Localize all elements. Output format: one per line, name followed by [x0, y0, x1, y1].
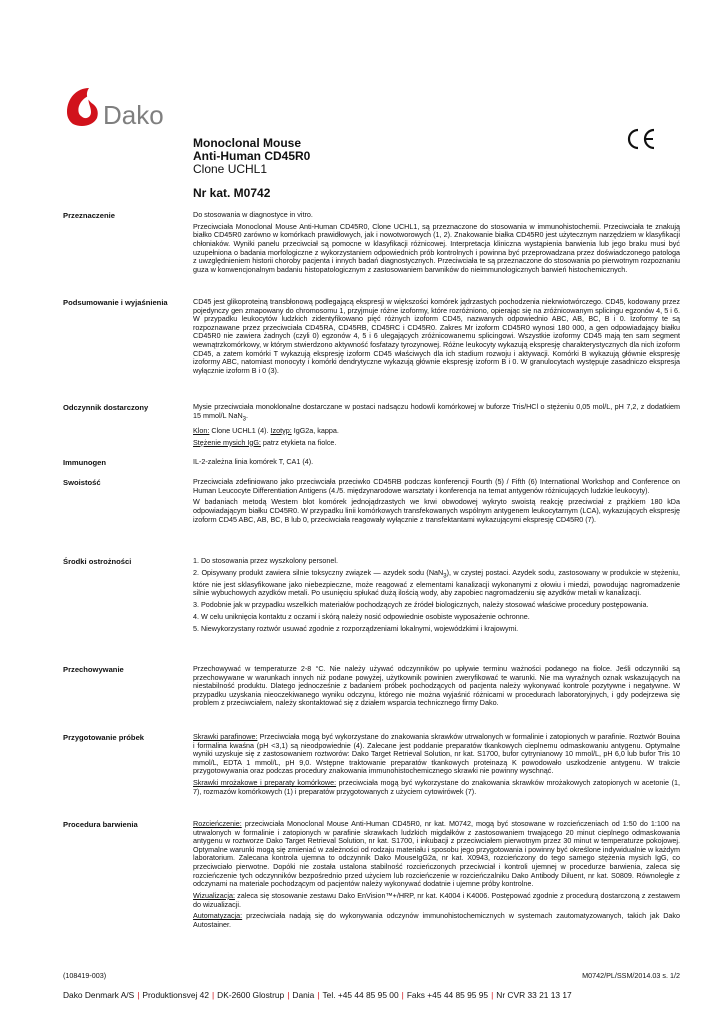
section-body	[193, 458, 680, 470]
company-city: DK-2600 Glostrup	[217, 990, 285, 1000]
section-label: Środki ostrożności	[63, 557, 132, 566]
paragraph: 3. Podobnie jak w przypadku wszelkich materiałów pochodzących ze źródeł biologicznych, należy stosować właściwe procedury postępowania.	[193, 600, 649, 610]
section-label: Podsumowanie i wyjaśnienia	[63, 298, 168, 307]
section-label: Swoistość	[63, 478, 101, 487]
paragraph: 2. Opisywany produkt zawiera silnie toksyczny związek — azydek sodu (NaN$_3$), w czystej postaci. Azydek sodu, zastosowany w produkcie w stężeniu, które nie jest sklasyfikowane jako niebezpieczne, może reagować z elementami kanalizacji wykonanymi z ołowiu i miedzi, powodując nagromadzenie silnie wybuchowych azydków metali. Po usunięciu spłukać dużą ilością wody, aby zapobiec nagromadzeniu się azydków metali w kanalizacji.	[193, 567, 681, 598]
stezenie-label: Stężenie mysich IgG:	[193, 437, 261, 447]
klon-label: Klon:	[193, 425, 210, 435]
company-cvr: Nr CVR 33 21 13 17	[496, 990, 572, 1000]
section-body	[193, 211, 680, 278]
section-label: Odczynnik dostarczony	[63, 403, 149, 412]
paragraph: Przechowywać w temperaturze 2-8 °C. Nie należy używać odczynników po upływie terminu ważności podanego na fiolce. Jeśli odczynniki są przechowywane w warunkach innych niż podane powyżej, użytkownik powinien zweryfikować te warunki. Nie ma wyraźnych oznak wskazujących na niestabilność produktu. Dlatego jednocześnie z badaniem próbek pochodzących od pacjenta należy wykonywać kontrole pozytywne i negatywne. W przypadku uzyskania nieoczekiwanego wyniku odczynu, którego nie można wyjaśnić różnicami w procedurach laboratoryjnych, i gdy podejrzewa się problem z przeciwciałem, należy skontaktować się z działem wsparcia technicznego firmy Dako.	[193, 664, 680, 708]
paragraph: Przeciwciała zdefiniowano jako przeciwciała przeciwko CD45RB podczas konferencji Fourth (5) / Fifth (6) International Workshop and Conference on Human Leucocyte Differentiation Antigens (4./5. międzynarodowe warsztaty i konferencja na temat antygenów różnicujących ludzkie leukocyty).	[193, 477, 680, 495]
visualization-label: Wizualizacja:	[193, 890, 235, 900]
paragraph: W badaniach metodą Western blot komórek jednojądrzastych we krwi obwodowej wykryto swoistą reakcję przeciwciał z prążkiem 180 kDa odpowiadającym białku CD45R0. W przypadku linii komórkowych transfekowanych wspólnym antygenem leukocytarnym (LCA), wykazujących ekspresję izoform CD45 ABC, AB, BC, B lub 0, przeciwciała reagowały wyłącznie z transfektantami wykazującymi ekspresję CD45R0 (7).	[193, 497, 680, 524]
title-line-2: Anti-Human CD45R0	[193, 149, 311, 163]
section-label: Procedura barwienia	[63, 820, 138, 829]
paragraph: Skrawki parafinowe: Przeciwciała mogą być wykorzystane do znakowania skrawków utrwalonych w formalinie i zatopionych w parafinie. Roztwór Bouina i formalina kwaśna (pH <3,1) są nieodpowiednie (4). Zalecane jest poddanie preparatów tkankowych cieplnemu odmaskowaniu antygenu. Optymalne wyniki uzyskuje się z zastosowaniem roztworów: Dako Target Retrieval Solution, nr kat. S1700, bufor cytrynianowy 10 mmol/L, pH 6,0 lub bufor Tris 10 mmol/L, EDTA 1 mmol/L, pH 9,0. Wstępne traktowanie preparatów tkankowych proteinazą K powodowało uszkodzenie antygenu. W trakcie przygotowywania oraz podczas procedury znakowania immunohistochemicznego skrawki nie powinny wyschnąć.	[193, 732, 680, 776]
dako-logo	[63, 84, 178, 130]
title-line-1: Monoclonal Mouse	[193, 136, 301, 150]
section-body	[193, 557, 680, 637]
page-reference: M0742/PL/SSM/2014.03 s. 1/2	[582, 971, 680, 980]
paragraph: Mysie przeciwciała monoklonalne dostarczane w postaci nadsączu hodowli komórkowej w buforze Tris/HCl o stężeniu 0,05 mol/L, pH 7,2, z dodatkiem 15 mmol/L NaN$_3$.	[193, 402, 680, 423]
frozen-label: Skrawki mrożakowe i preparaty komórkowe:	[193, 778, 337, 788]
section-body	[193, 733, 680, 800]
automation-label: Automatyzacja:	[193, 911, 243, 921]
section-label: Przygotowanie próbek	[63, 733, 145, 742]
company-country: Dania	[292, 990, 315, 1000]
section-label: Przechowywanie	[63, 665, 124, 674]
company-name: Dako Denmark A/S	[63, 990, 135, 1000]
catalog-number: Nr kat. M0742	[193, 186, 271, 200]
section-body	[193, 298, 680, 379]
section-body	[193, 403, 680, 450]
ce-mark-icon	[624, 128, 658, 150]
paragraph: 1. Do stosowania przez wyszkolony personel.	[193, 556, 339, 565]
paragraph: IL-2-zależna linia komórek T, CA1 (4).	[193, 457, 314, 466]
section-label: Immunogen	[63, 458, 107, 467]
product-title	[193, 137, 310, 176]
paragraph: Skrawki mrożakowe i preparaty komórkowe: przeciwciała mogą być wykorzystane do znakowania skrawków mrożakowych zatopionych w acetonie (1, 7), rozmazów komórkowych (1) i preparatów przygotowanych z użyciem cytowirówek (7).	[193, 778, 680, 796]
dako-logo-text: Dako	[103, 100, 164, 130]
paraffin-label: Skrawki parafinowe:	[193, 732, 258, 741]
title-clone: Clone UCHL1	[193, 162, 268, 176]
company-tel: Tel. +45 44 85 95 00	[322, 990, 399, 1000]
document-code: (108419-003)	[63, 971, 107, 980]
paragraph: Stężenie mysich IgG: patrz etykieta na fiolce.	[193, 437, 337, 447]
section-body	[193, 820, 680, 933]
paragraph: 4. W celu uniknięcia kontaktu z oczami i skórą należy nosić odpowiednie osobiste wyposażenie ochronne.	[193, 611, 530, 621]
section-body	[193, 478, 680, 527]
company-fax: Faks +45 44 85 95 95	[406, 990, 489, 1000]
izotyp-label: Izotyp:	[270, 425, 292, 435]
company-address: Produktionsvej 42	[142, 990, 209, 1000]
section-label: Przeznaczenie	[63, 211, 115, 220]
paragraph: Do stosowania w diagnostyce in vitro.	[193, 210, 313, 219]
paragraph: Rozcieńczenie: przeciwciała Monoclonal Mouse Anti-Human CD45R0, nr kat. M0742, mogą być stosowane w rozcieńczeniach od 1:50 do 1:100 na utrwalonych w formalinie i zatopionych w parafinie skrawkach ludzkich migdałków z zastosowaniem trwającego 20 minut cieplnego odmaskowania antygenu w roztworze Dako Target Retrieval Solution, nr kat. S1700, i inkubacji z przeciwciałem pierwotnym przez 30 minut w temperaturze pokojowej. Optymalne warunki mogą się zmieniać w zależności od rodzaju materiału i sposobu jego przygotowania i powinny być określone indywidualnie w każdym laboratorium. Zalecana kontrola ujemna to odczynnik Dako MouseIgG2a, nr kat. X0943, rozcieńczony do tego samego stężenia mysich IgG, co przeciwciało pierwotne. Dopóki nie została ustalona stabilność rozcieńczonych przeciwciał i kontroli ujemnej w procedurze barwienia, zaleca się rozcieńczenie tych odczynników bezpośrednio przed użyciem lub rozcieńczenie w rozcieńczalniku Dako Antibody Diluent, nr kat. S0809. Równoległe z odczynami na materiale pochodzącym od pacjentów należy wykonywać dodatnie i ujemne próby kontrolne.	[193, 819, 680, 889]
paragraph: Klon: Clone UCHL1 (4). Izotyp: IgG2a, kappa.	[193, 425, 339, 435]
dilution-label: Rozcieńczenie:	[193, 819, 242, 828]
paragraph: Wizualizacja: zaleca się stosowanie zestawu Dako EnVision™+/HRP, nr kat. K4004 i K4006. Postępować zgodnie z procedurą dostarczoną z zestawem do wizualizacji.	[193, 890, 680, 909]
paragraph: CD45 jest glikoproteiną transbłonową podlegającą ekspresji w większości komórek jądrzastych pochodzenia niekrwiotwórczego. CD45, kodowany przez pojedynczy gen zmapowany do chromosomu 1, przyjmuje różne izoformy, które rozróżniono, opierając się na zróżnicowanym splicingu egzonów 4, 5 i 6. W przypadku leukocytów ludzkich zidentyfikowano pięć różnych izoform CD45, nazwanych odpowiednio ABC, AB, BC, B i 0. Izoformy te są rozpoznawane przez przeciwciała CD45RA, CD45RB, CD45RC i CD45R0. Zakres Mr izoform CD45R0 wynosi 180 000, a gen odpowiadający białku CD45R0 nie zawiera żadnych (czyli 0) egzonów 4, 5 i 6 ulegających zróżnicowanemu splicingowi. Wszystkie izoformy CD45 mają ten sam segment wewnątrzkomórkowy, w którym stwierdzono aktywność fosfatazy tyrozynowej. Różne leukocyty wykazują ekspresję charakterystycznych dla nich izoform CD45, a zatem komórki T wykazują ekspresję izoform CD45 właściwych dla ich stadium rozwoju i aktywacji. Komórki B wykazują głównie ekspresję izoformy ABC, natomiast monocyty i komórki dendrytyczne wykazują głównie ekspresję izoform B i 0. W granulocytach występuje zasadniczo ekspresja wyłącznie izoform B i 0 (3).	[193, 297, 680, 375]
paragraph: Przeciwciała Monoclonal Mouse Anti-Human CD45R0, Clone UCHL1, są przeznaczone do stosowania w immunohistochemii. Przeciwciała te znakują białko CD45R0 zarówno w komórkach prawidłowych, jak i nowotworowych (1, 2). Znakowanie białka CD45R0 jest użytecznym narzędziem w klasyfikacji chłoniaków. Wyniki panelu przeciwciał są pomocne w klasyfikacji różnicowej. Interpretacja kliniczna wystąpienia barwienia lub jego braku musi być uzupełniona o badania morfologiczne z wykorzystaniem odpowiednich prób kontrolnych i powinna być przeprowadzana przez doświadczonego patologa z uwzględnieniem historii choroby pacjenta i innych badań diagnostycznych. Przeciwciała te są przeznaczone do stosowania po pierwotnym rozpoznaniu guza w konwencjonalnym badaniu histopatologicznym z zastosowaniem barwników do nieimmunologicznych barwień histochemicznych.	[193, 221, 680, 274]
paragraph: Automatyzacja: przeciwciała nadają się do wykonywania odczynów immunohistochemicznych w systemach zautomatyzowanych, takich jak Dako Autostainer.	[193, 911, 680, 929]
paragraph: 5. Niewykorzystany roztwór usuwać zgodnie z rozporządzeniami lokalnymi, wojewódzkimi i krajowymi.	[193, 623, 519, 633]
company-footer: Dako Denmark A/S | Produktionsvej 42 | DK-2600 Glostrup | Dania | Tel. +45 44 85 95 00 | Faks +45 44 85 95 95 | Nr CVR 33 21 13 17	[63, 990, 572, 1000]
section-body	[193, 665, 680, 711]
